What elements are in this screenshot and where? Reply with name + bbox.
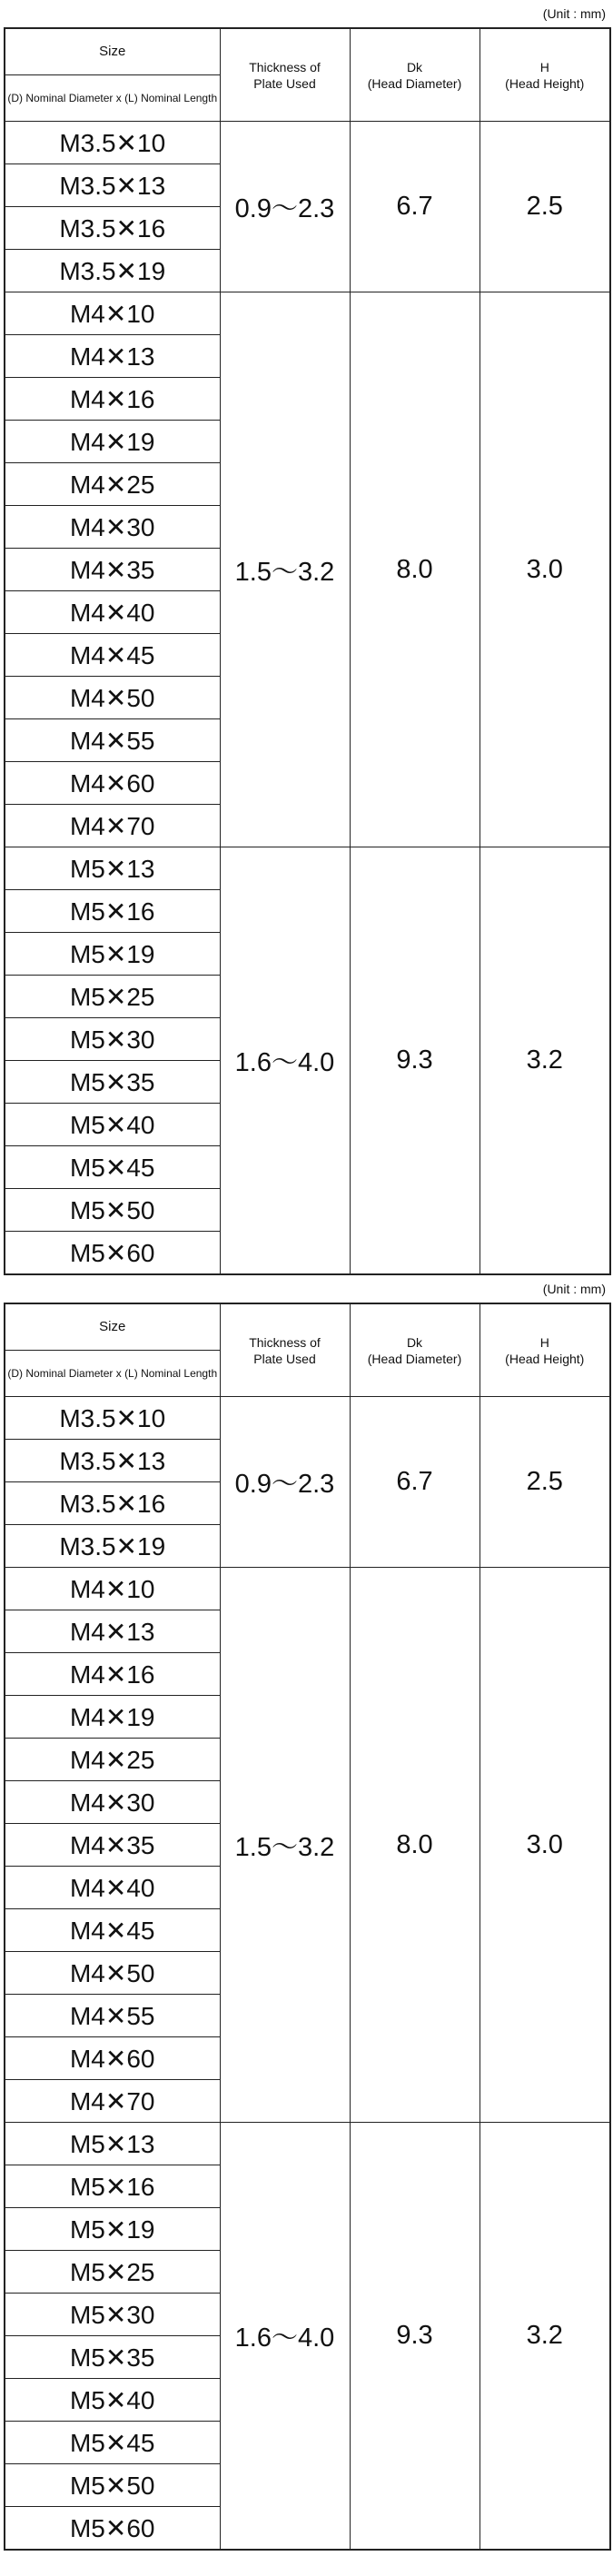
size-cell: M4✕25 [5,1739,220,1781]
size-cell: M3.5✕13 [5,1440,220,1482]
dk-cell: 9.3 [350,2123,480,2551]
header-size [5,28,220,122]
table-row [5,847,610,890]
size-cell: M4✕25 [5,463,220,506]
header-thickness-line2: Plate Used [253,1351,316,1366]
size-cell: M4✕19 [5,1696,220,1739]
size-cell: M4✕35 [5,549,220,591]
size-cell: M3.5✕10 [5,1397,220,1440]
unit-label: (Unit : mm) [542,1282,606,1296]
size-cell: M5✕35 [5,2336,220,2379]
dk-cell: 8.0 [350,292,480,847]
size-cell: M4✕55 [5,719,220,762]
header-size-subtitle: (D) Nominal Diameter x (L) Nominal Length [7,92,218,104]
size-cell: M5✕19 [5,933,220,976]
thickness-cell: 1.6〜4.0 [220,847,350,1275]
header-dk [350,28,480,122]
header-row [5,1303,610,1397]
size-cell: M3.5✕16 [5,1482,220,1525]
thickness-cell: 0.9〜2.3 [220,122,350,292]
size-cell: M5✕60 [5,2507,220,2551]
size-cell: M5✕16 [5,890,220,933]
size-cell: M4✕40 [5,1867,220,1909]
header-row [5,28,610,122]
size-cell: M5✕16 [5,2165,220,2208]
h-cell: 3.2 [480,2123,610,2551]
size-cell: M4✕50 [5,677,220,719]
size-cell: M5✕45 [5,1146,220,1189]
size-cell: M5✕19 [5,2208,220,2251]
size-cell: M4✕40 [5,591,220,634]
size-cell: M4✕19 [5,421,220,463]
size-cell: M5✕30 [5,2294,220,2336]
header-thickness-line2: Plate Used [253,75,316,91]
size-cell: M4✕45 [5,634,220,677]
thickness-cell: 1.5〜3.2 [220,1568,350,2123]
table-row [5,122,610,164]
size-cell: M5✕25 [5,976,220,1018]
header-dk-line1: Dk [406,1334,423,1350]
size-cell: M4✕50 [5,1952,220,1995]
size-cell: M4✕30 [5,1781,220,1824]
dk-cell: 9.3 [350,847,480,1275]
size-cell: M4✕70 [5,805,220,847]
size-cell: M4✕60 [5,762,220,805]
size-cell: M4✕45 [5,1909,220,1952]
size-cell: M4✕60 [5,2037,220,2080]
size-cell: M5✕30 [5,1018,220,1061]
size-cell: M3.5✕19 [5,250,220,292]
thickness-cell: 1.6〜4.0 [220,2123,350,2551]
size-cell: M5✕35 [5,1061,220,1104]
header-dk-line2: (Head Diameter) [367,1351,462,1366]
header-size-subtitle: (D) Nominal Diameter x (L) Nominal Length [7,1367,218,1380]
dk-cell: 8.0 [350,1568,480,2123]
spec-table [4,27,611,1275]
header-dk-line1: Dk [406,59,423,74]
header-h-line1: H [539,1334,549,1350]
dk-cell: 6.7 [350,1397,480,1568]
dk-cell: 6.7 [350,122,480,292]
size-cell: M4✕30 [5,506,220,549]
size-cell: M5✕13 [5,2123,220,2165]
size-cell: M5✕45 [5,2422,220,2464]
header-dk-line2: (Head Diameter) [367,75,462,91]
size-cell: M5✕50 [5,1189,220,1232]
size-cell: M3.5✕16 [5,207,220,250]
spec-table-block [0,1275,613,2551]
size-cell: M4✕16 [5,1653,220,1696]
size-cell: M4✕55 [5,1995,220,2037]
spec-table [4,1303,611,2551]
size-cell: M5✕60 [5,1232,220,1275]
h-cell: 2.5 [480,1397,610,1568]
table-row [5,1568,610,1610]
size-cell: M4✕10 [5,292,220,335]
size-cell: M4✕70 [5,2080,220,2123]
header-size [5,1303,220,1397]
size-cell: M5✕40 [5,2379,220,2422]
header-thickness-line1: Thickness of [249,1334,321,1350]
table-row [5,1397,610,1440]
h-cell: 3.2 [480,847,610,1275]
size-cell: M5✕40 [5,1104,220,1146]
size-cell: M5✕25 [5,2251,220,2294]
header-h-line1: H [539,59,549,74]
table-row [5,2123,610,2165]
table-row [5,292,610,335]
header-h [480,1303,610,1397]
h-cell: 2.5 [480,122,610,292]
size-cell: M3.5✕19 [5,1525,220,1568]
size-cell: M4✕35 [5,1824,220,1867]
header-size-title: Size [5,1304,220,1351]
size-cell: M4✕13 [5,1610,220,1653]
header-h-line2: (Head Height) [505,75,585,91]
spec-table-block [0,0,613,1275]
header-dk [350,1303,480,1397]
h-cell: 3.0 [480,292,610,847]
thickness-cell: 1.5〜3.2 [220,292,350,847]
size-cell: M5✕50 [5,2464,220,2507]
size-cell: M5✕13 [5,847,220,890]
size-cell: M4✕10 [5,1568,220,1610]
header-thickness [220,1303,350,1397]
size-cell: M3.5✕10 [5,122,220,164]
header-size-title: Size [5,29,220,75]
size-cell: M4✕13 [5,335,220,378]
thickness-cell: 0.9〜2.3 [220,1397,350,1568]
header-thickness-line1: Thickness of [249,59,321,74]
header-thickness [220,28,350,122]
h-cell: 3.0 [480,1568,610,2123]
unit-label: (Unit : mm) [542,6,606,21]
header-h-line2: (Head Height) [505,1351,585,1366]
size-cell: M4✕16 [5,378,220,421]
header-h [480,28,610,122]
size-cell: M3.5✕13 [5,164,220,207]
